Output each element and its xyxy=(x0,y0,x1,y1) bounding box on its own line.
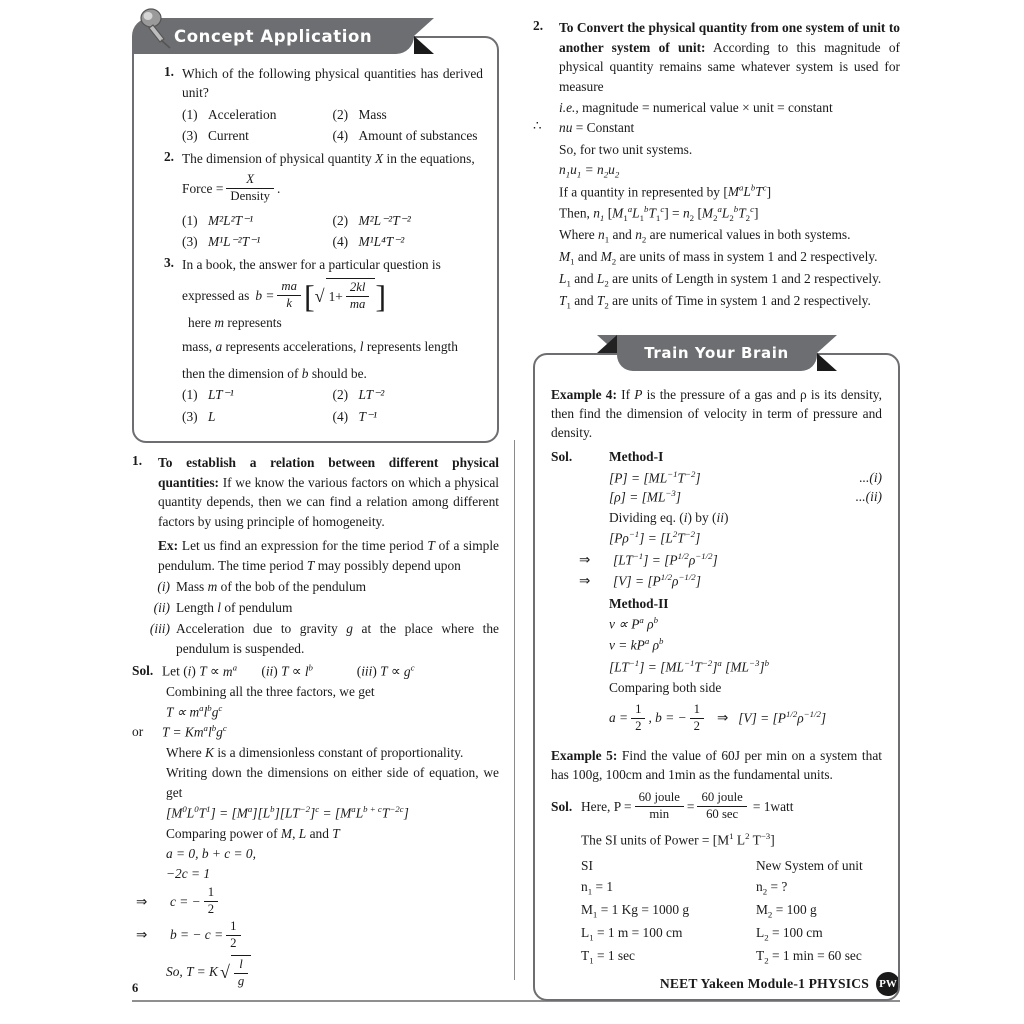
train-your-brain-box xyxy=(533,335,900,1001)
option-row xyxy=(182,407,483,426)
or-line xyxy=(132,722,499,743)
cell-si: $n_1 = 1$ xyxy=(581,879,614,897)
concept-application-box xyxy=(132,18,499,443)
formula-lead: expressed as xyxy=(182,288,250,303)
option-label: (4) xyxy=(332,128,349,144)
method-2-label: Method-II xyxy=(609,595,669,611)
table-header-row xyxy=(581,855,882,877)
item-number: 1. xyxy=(132,453,143,469)
concept-application-title: Concept Application xyxy=(174,26,373,46)
ribbon-notch-top xyxy=(414,18,434,36)
sqrt-inner-one: 1+ xyxy=(328,289,343,304)
ribbon-notch-right-bottom xyxy=(817,353,837,371)
option-value: LT⁻² xyxy=(358,387,385,403)
option-2[interactable] xyxy=(333,385,484,404)
option-label: (4) xyxy=(332,234,349,250)
option-row xyxy=(182,105,483,124)
ribbon-notch-bottom xyxy=(414,36,434,54)
m2-line-3: $[LT^{-1}] = [ML^{-1}T^{-2}]^a$ $[ML^{-3}]^b$ xyxy=(609,657,770,675)
table-row xyxy=(581,922,882,945)
or-equation: $T = Km^al^bg^c$ xyxy=(162,723,227,740)
option-1[interactable] xyxy=(182,211,333,230)
col-header-si: SI xyxy=(581,857,593,873)
formula-lhs: Force = xyxy=(182,180,224,196)
option-value: L xyxy=(208,408,216,424)
option-3[interactable] xyxy=(182,407,333,426)
concept-application-content xyxy=(132,36,499,443)
option-label: (2) xyxy=(332,106,349,122)
implies-icon: ⇒ xyxy=(579,551,591,567)
bracket-close: ] xyxy=(375,277,387,314)
column-divider xyxy=(514,440,515,980)
frac-numerator: 1 xyxy=(204,885,218,902)
dividing-line: Dividing eq. (i) by (ii) xyxy=(609,509,729,525)
sqrt-icon: √ xyxy=(314,285,325,306)
cell-new: $M_2 = 100$ g xyxy=(756,902,817,920)
sol-label: Sol. xyxy=(551,448,573,464)
quantity-rep-line: If a quantity in represented by $[M^aL^bT^c]$ xyxy=(559,182,772,200)
pushpin-icon xyxy=(134,6,176,52)
example-5 xyxy=(551,746,882,784)
option-label: (3) xyxy=(182,408,198,424)
cell-si: $T_1 = 1$ sec xyxy=(581,948,635,966)
frac-denominator: min xyxy=(649,807,670,822)
or-label: or xyxy=(132,724,144,740)
option-label: (1) xyxy=(182,106,198,122)
frac-denominator: 2 xyxy=(635,718,642,733)
option-4[interactable] xyxy=(333,407,484,426)
frac-denominator: 2 xyxy=(207,902,215,917)
example-4-solution xyxy=(551,447,882,467)
frac-numerator: 1 xyxy=(226,919,240,936)
sol-dim-equation: $[M^0L^0T^1] = [M^a][L^b][LT^{-2}]^c = [M^aL^{b + c}T^{-2c}]$ xyxy=(166,804,409,821)
formula-force-density xyxy=(182,172,483,205)
frac-numerator: 60 joule xyxy=(697,790,746,807)
item-text xyxy=(559,18,900,96)
inner-frac-denominator: ma xyxy=(349,297,366,312)
frac-numerator: ma xyxy=(277,279,301,296)
option-value: T⁻¹ xyxy=(358,408,378,424)
cell-si: $M_1 = 1$ Kg = 1000 g xyxy=(581,902,690,920)
arrow-lt-line xyxy=(551,550,882,571)
option-value: Acceleration xyxy=(208,106,277,122)
sol-label: Sol. xyxy=(132,663,154,679)
option-label: (3) xyxy=(182,234,198,250)
ex-label: Ex: xyxy=(158,537,179,553)
question-3 xyxy=(148,255,483,426)
frac-denominator: g xyxy=(237,973,245,988)
body-item-1 xyxy=(132,453,499,531)
col-header-new: New System of unit xyxy=(756,857,863,873)
equation-lhs: $[P] = [ML^{-1}T^{-2}]$ xyxy=(609,468,701,486)
final-b-label: , b = − xyxy=(648,710,687,725)
m2-line-1: $v \propto P^a$ $\rho^b$ xyxy=(609,615,659,632)
implies-icon: ⇒ xyxy=(136,893,148,909)
mass-units-line: $M_1$ and $M_2$ are units of mass in system 1 and 2 respectively. xyxy=(559,248,878,267)
question-number: 1. xyxy=(163,64,174,79)
table-row xyxy=(581,945,882,968)
arrow-line-c xyxy=(132,885,499,918)
frac-denominator: k xyxy=(286,296,292,311)
roman-item-i xyxy=(132,577,499,597)
arrow-equation: $[LT^{-1}] = [P^{1/2}\rho^{-1/2}]$ xyxy=(613,550,718,567)
option-value: M¹L⁻²T⁻¹ xyxy=(208,234,261,250)
option-1[interactable] xyxy=(182,385,333,404)
table-row xyxy=(581,899,882,922)
item-bold-lead: To Convert the physical quantity from one system of unit to another system of unit: xyxy=(559,20,900,55)
item-bold-lead: To establish a relation between different physical quantities: xyxy=(158,455,499,490)
ie-line: i.e., magnitude = numerical value × unit = constant xyxy=(559,100,833,116)
method-1-label: Method-I xyxy=(609,448,664,464)
cell-new: $L_2 = 100$ cm xyxy=(756,925,823,943)
train-your-brain-header xyxy=(617,335,817,371)
option-label: (4) xyxy=(332,408,349,424)
formula-denominator: Density xyxy=(230,189,270,204)
option-value: Mass xyxy=(358,106,387,122)
table-row xyxy=(581,876,882,899)
option-value: M²L⁻²T⁻² xyxy=(358,213,411,228)
frac-numerator: 1 xyxy=(690,702,704,719)
train-your-brain-content xyxy=(533,353,900,1001)
left-body-section xyxy=(132,453,499,989)
train-your-brain-title: Train Your Brain xyxy=(644,343,789,362)
option-value: LT⁻¹ xyxy=(208,387,234,403)
solution-line xyxy=(132,661,499,682)
sol-line-dims: Writing down the dimensions on either side of equation, we get xyxy=(166,765,499,801)
where-n-line: Where $n_1$ and $n_2$ are numerical values in both systems. xyxy=(559,226,851,245)
n1u1-line: $n_1u_1 = n_2u_2$ xyxy=(559,162,620,180)
cell-new: $n_2$ = ? xyxy=(756,879,788,897)
final-a-label: a = xyxy=(609,710,629,725)
option-value: M¹L⁴T⁻² xyxy=(358,234,405,250)
option-3[interactable] xyxy=(182,126,333,145)
sol-label: Sol. xyxy=(551,798,573,814)
page-number: 6 xyxy=(132,981,139,995)
option-row xyxy=(182,232,483,251)
equals-2: = 1watt xyxy=(752,798,794,814)
roman-item-ii xyxy=(132,598,499,618)
option-label: (1) xyxy=(182,387,198,403)
body-item-2 xyxy=(533,18,900,96)
option-row xyxy=(182,211,483,230)
item-rest: According to this magnitude of physical quantity remains same whatever system is used for measure xyxy=(559,39,900,94)
implies-icon: ⇒ xyxy=(579,573,591,589)
example-5-solution xyxy=(551,790,882,823)
arrow-line-b xyxy=(132,919,499,952)
question-text-line-d: mass, a represents accelerations, l represents length xyxy=(182,338,458,354)
equation-lhs: $[\rho] = [ML^{-3}]$ xyxy=(609,488,681,505)
sol-proportional-line: $T \propto m^al^bg^c$ xyxy=(166,702,223,720)
roman-text: Length l of pendulum xyxy=(176,599,293,615)
time-units-line: $T_1$ and $T_2$ are units of Time in system 1 and 2 respectively. xyxy=(559,292,871,311)
equation-p xyxy=(551,469,882,486)
inner-frac-numerator: 2kl xyxy=(346,280,370,297)
item-number: 2. xyxy=(533,18,544,33)
two-systems-line: So, for two unit systems. xyxy=(559,141,693,157)
roman-text: Mass m of the bob of the pendulum xyxy=(176,578,367,594)
frac-numerator: l xyxy=(234,957,248,974)
example-5-text: Find the value of 60J per min on a system that has 100g, 100cm and 1min as the fundamental units. xyxy=(551,748,882,783)
frac-denominator: 2 xyxy=(230,936,237,951)
p-rho-line: $[P\rho^{-1}] = [L^2T^{-2}]$ xyxy=(609,528,701,546)
final-result: $[V] = [P^{1/2}\rho^{-1/2}]$ xyxy=(738,709,827,726)
length-units-line: $L_1$ and $L_2$ are units of Length in system 1 and 2 respectively. xyxy=(559,270,882,289)
sol-abc-line: a = 0, b + c = 0, xyxy=(166,846,256,862)
equation-ref: ...(i) xyxy=(859,469,882,485)
option-2[interactable] xyxy=(333,211,484,230)
question-text: Which of the following physical quantities has derived unit? xyxy=(182,66,483,101)
sqrt-icon: √ xyxy=(219,962,230,983)
option-label: (3) xyxy=(182,128,198,144)
question-2 xyxy=(148,149,483,252)
units-table xyxy=(551,855,882,969)
therefore-line xyxy=(533,118,900,138)
arrow-v-line xyxy=(551,571,882,592)
sol-body: Let (i) $T \propto m^a$ (ii) $T \propto l^b$ (iii) $T \propto g^c$ xyxy=(162,662,415,679)
roman-label: (ii) xyxy=(153,599,170,615)
arrow-equation: $[V] = [P^{1/2}\rho^{-1/2}]$ xyxy=(613,572,701,589)
frac-numerator: 60 joule xyxy=(635,790,684,807)
option-4[interactable] xyxy=(333,126,484,145)
roman-item-iii xyxy=(132,619,499,659)
m2-final-line xyxy=(551,702,882,735)
formula-period: . xyxy=(276,180,281,196)
then-line: Then, $n_1$ $[M_1^aL_1^bT_1^c] = n_2$ $[M_2^aL_2^bT_2^c]$ xyxy=(559,203,759,223)
sol-compare-line: Comparing power of M, L and T xyxy=(166,825,340,841)
example-4 xyxy=(551,385,882,442)
formula-numerator: X xyxy=(226,172,274,189)
formula-trailing-text: here m represents xyxy=(188,315,282,331)
footer-title: NEET Yakeen Module-1 PHYSICS xyxy=(659,976,869,991)
ribbon-notch-right-top xyxy=(817,335,837,353)
option-row xyxy=(182,385,483,404)
question-text: The dimension of physical quantity X in the equations, xyxy=(182,150,475,166)
frac-numerator: 1 xyxy=(631,702,645,719)
nu-constant: nu = Constant xyxy=(559,120,635,136)
option-row xyxy=(182,126,483,145)
option-4[interactable] xyxy=(333,232,484,251)
sol-2c-line: −2c = 1 xyxy=(166,866,211,882)
arrow-lhs: c = − xyxy=(170,893,201,909)
ex-text: Let us find an expression for the time period T of a simple pendulum. The time period T may possibly depend upon xyxy=(158,537,499,573)
implies-icon: ⇒ xyxy=(716,710,729,725)
roman-label: (i) xyxy=(157,578,170,594)
question-text-line-a: In a book, the answer for a particular question is xyxy=(182,256,441,272)
option-label: (2) xyxy=(332,213,349,228)
example-4-label: Example 4: xyxy=(551,386,617,402)
roman-label: (iii) xyxy=(149,621,170,636)
option-value: Current xyxy=(208,128,249,144)
option-label: (1) xyxy=(182,213,198,228)
cell-si: $L_1 = 1$ m = 100 cm xyxy=(581,925,683,943)
question-text-line-e: then the dimension of b should be. xyxy=(182,366,367,381)
option-label: (2) xyxy=(332,387,349,403)
final-lead: So, T = K xyxy=(166,964,218,980)
implies-icon: ⇒ xyxy=(136,927,148,943)
equation-ref: ...(ii) xyxy=(855,489,882,505)
si-power-line: The SI units of Power = [$M^1$ $L^2$ $T^{-3}$] xyxy=(581,831,775,848)
example-intro xyxy=(132,536,499,576)
formula-b-equals: b = xyxy=(255,288,275,303)
right-column xyxy=(533,18,900,978)
sol-combine-line: Combining all the three factors, we get xyxy=(166,683,375,699)
example-5-label: Example 5: xyxy=(551,748,618,764)
roman-text: Acceleration due to gravity g at the place where the pendulum is suspended. xyxy=(176,621,500,657)
sol-here: Here, P = xyxy=(581,798,632,814)
option-3[interactable] xyxy=(182,232,333,251)
frac-denominator: 60 sec xyxy=(706,807,739,822)
m2-line-2: $v = kP^a$ $\rho^b$ xyxy=(609,636,664,653)
equals-1: = xyxy=(686,798,695,814)
left-column xyxy=(132,18,509,988)
bracket-open: [ xyxy=(303,277,315,314)
arrow-lhs: b = − c = xyxy=(170,927,224,943)
ribbon-notch-left-bottom xyxy=(597,335,617,353)
therefore-icon: ∴ xyxy=(533,118,542,134)
question-number: 2. xyxy=(163,148,174,164)
option-2[interactable] xyxy=(333,105,484,124)
sol-line-k: Where K is a dimensionless constant of proportionality. xyxy=(166,745,464,761)
m2-compare-line: Comparing both side xyxy=(609,679,722,695)
question-1 xyxy=(148,64,483,146)
question-number: 3. xyxy=(163,254,174,270)
formula-b-expression xyxy=(182,278,483,332)
item-rest: If we know the various factors on which a physical quantity depends, then we can find a relation among different factors by using principle of homogeneity. xyxy=(158,474,499,529)
pw-logo-icon: PW xyxy=(876,972,900,996)
option-value: Amount of substances xyxy=(358,128,478,144)
example-4-text: If P is the pressure of a gas and ρ is its density, then find the dimension of velocity in term of pressure and density. xyxy=(551,386,882,440)
equation-rho xyxy=(551,488,882,505)
item-text xyxy=(158,453,499,531)
frac-denominator: 2 xyxy=(693,718,700,733)
option-1[interactable] xyxy=(182,105,333,124)
cell-new: $T_2 = 1$ min = 60 sec xyxy=(756,948,862,966)
option-value: M²L²T⁻¹ xyxy=(208,213,254,228)
